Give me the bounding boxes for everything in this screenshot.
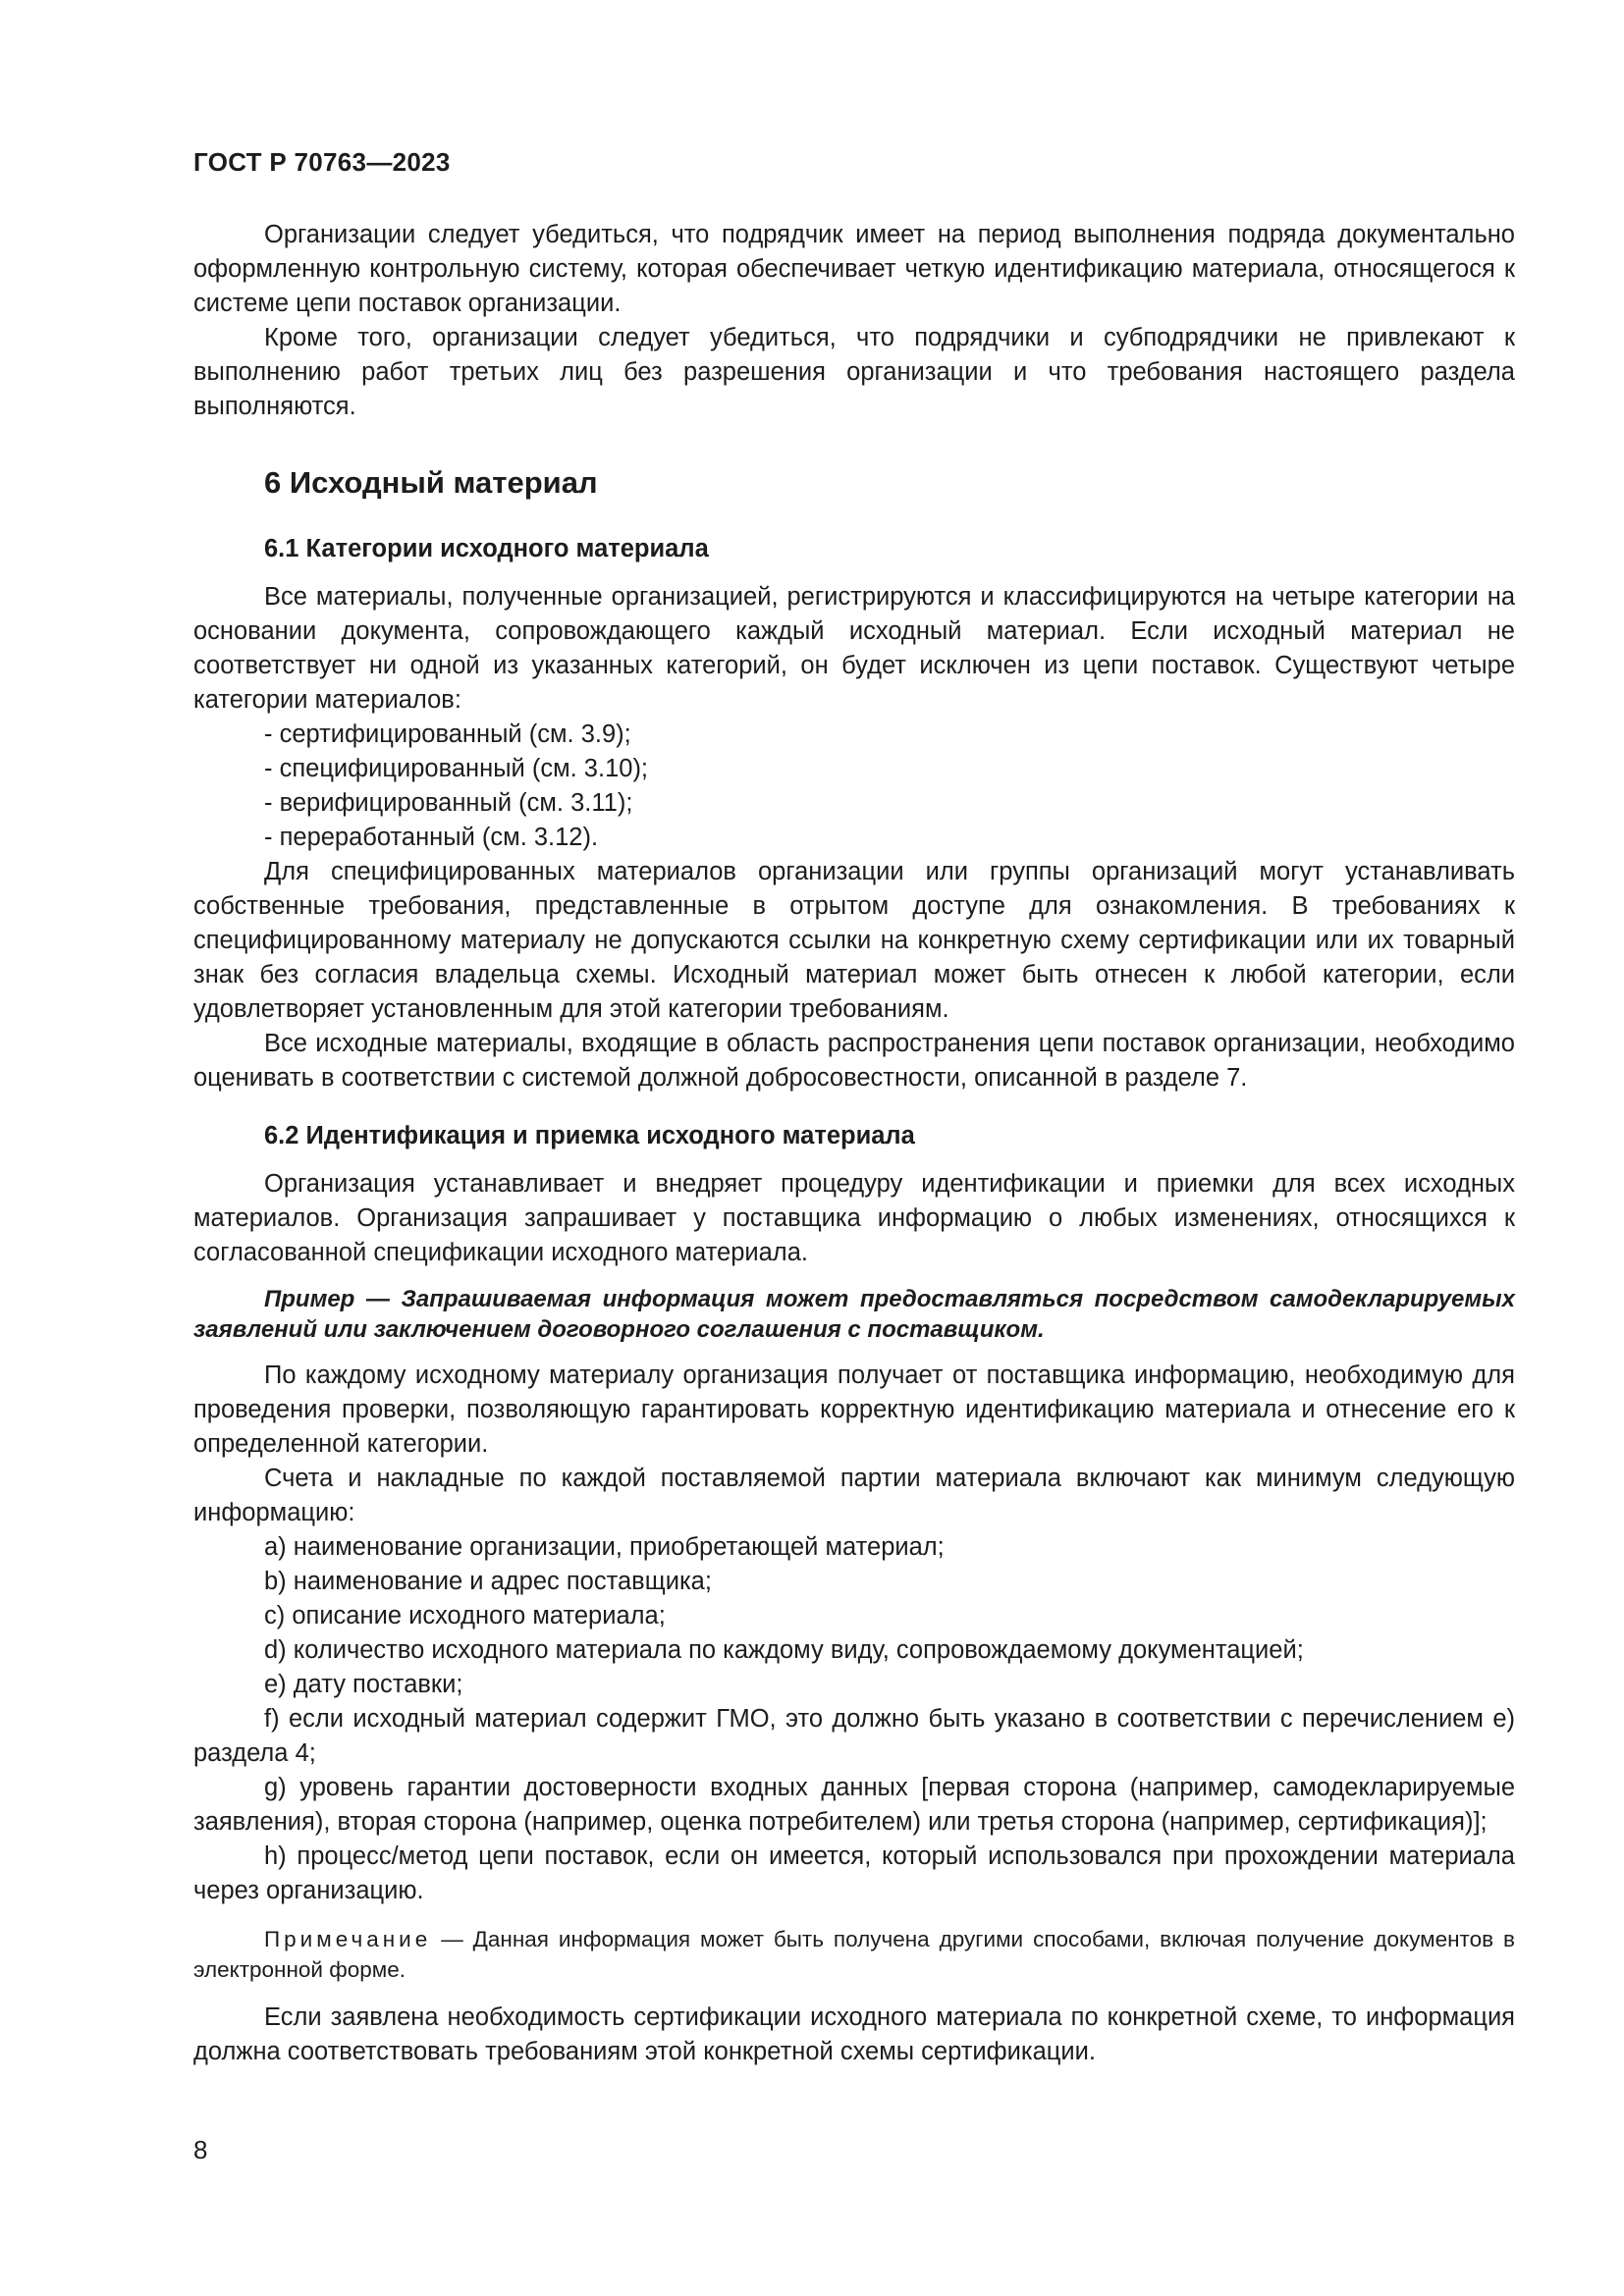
s61-paragraph-2: Для специфицированных материалов организации или группы организаций могут устанавливать собственные требования, представленные в отрытом доступе для ознакомления. В требованиях к специфицированному материалу не допускаются ссылки на конкретную схему сертификации или их товарный знак без согласия владельца схемы. Исходный материал может быть отнесен к любой категории, если удовлетворяет установленным для этой категории требованиям.: [193, 858, 1515, 1023]
s62-list-item-g: g) уровень гарантии достоверности входных данных [первая сторона (например, самодекларируемые заявления), вторая сторона (например, оценка потребителем) или третья сторона (например, сертификация)];: [193, 1774, 1515, 1836]
s61-list-item: - верифицированный (см. 3.11);: [264, 789, 633, 817]
s62-list-item-a: a) наименование организации, приобретающей материал;: [264, 1533, 945, 1561]
document-body: [193, 218, 1515, 2069]
subsection-6-1-heading: 6.1 Категории исходного материала: [264, 535, 709, 562]
section-6-heading: 6 Исходный материал: [264, 465, 598, 500]
s61-paragraph-3: Все исходные материалы, входящие в область распространения цепи поставок организации, необходимо оценивать в соответствии с системой должной добросовестности, описанной в разделе 7.: [193, 1030, 1515, 1092]
intro-paragraph-1: Организации следует убедиться, что подрядчик имеет на период выполнения подряда документально оформленную контрольную систему, которая обеспечивает четкую идентификацию материала, относящегося к системе цепи поставок организации.: [193, 221, 1515, 317]
document-header: ГОСТ Р 70763—2023: [193, 147, 451, 177]
s62-example: Пример — Запрашиваемая информация может предоставляться посредством самодекларируемых заявлений или заключением договорного соглашения с поставщиком.: [193, 1286, 1515, 1343]
s62-paragraph-3: Счета и накладные по каждой поставляемой партии материала включают как минимум следующую информацию:: [193, 1465, 1515, 1526]
s61-list-item: - сертифицированный (см. 3.9);: [264, 721, 631, 748]
s62-list-item-h: h) процесс/метод цепи поставок, если он имеется, который использовался при прохождении материала через организацию.: [193, 1842, 1515, 1904]
s62-list-item-d: d) количество исходного материала по каждому виду, сопровождаемому документацией;: [264, 1636, 1304, 1664]
note-text: — Данная информация может быть получена другими способами, включая получение документов в электронной форме.: [193, 1927, 1515, 1982]
page-number: 8: [193, 2135, 208, 2164]
s62-paragraph-4: Если заявлена необходимость сертификации исходного материала по конкретной схеме, то информация должна соответствовать требованиям этой конкретной схемы сертификации.: [193, 2003, 1515, 2065]
s62-list-item-b: b) наименование и адрес поставщика;: [264, 1568, 712, 1595]
s62-list-item-e: e) дату поставки;: [264, 1671, 463, 1698]
s62-list-item-f: f) если исходный материал содержит ГМО, это должно быть указано в соответствии с перечислением е) раздела 4;: [193, 1705, 1515, 1767]
s61-list-item: - специфицированный (см. 3.10);: [264, 755, 649, 782]
note-label: Примечание: [264, 1927, 432, 1951]
intro-paragraph-2: Кроме того, организации следует убедиться, что подрядчики и субподрядчики не привлекают к выполнению работ третьих лиц без разрешения организации и что требования настоящего раздела выполняются.: [193, 324, 1515, 420]
s62-paragraph-1: Организация устанавливает и внедряет процедуру идентификации и приемки для всех исходных материалов. Организация запрашивает у поставщика информацию о любых изменениях, относящихся к согласованной спецификации исходного материала.: [193, 1170, 1515, 1266]
s61-paragraph-1: Все материалы, полученные организацией, регистрируются и классифицируются на четыре категории на основании документа, сопровождающего каждый исходный материал. Если исходный материал не соответствует ни одной из указанных категорий, он будет исключен из цепи поставок. Существуют четыре категории материалов:: [193, 583, 1515, 714]
s61-list-item: - переработанный (см. 3.12).: [264, 824, 599, 851]
subsection-6-2-heading: 6.2 Идентификация и приемка исходного материала: [264, 1122, 915, 1149]
s62-paragraph-2: По каждому исходному материалу организация получает от поставщика информацию, необходимую для проведения проверки, позволяющую гарантировать корректную идентификацию материала и отнесение его к определенной категории.: [193, 1362, 1515, 1458]
s62-note: [193, 1924, 1515, 1985]
s62-list-item-c: c) описание исходного материала;: [264, 1602, 666, 1629]
